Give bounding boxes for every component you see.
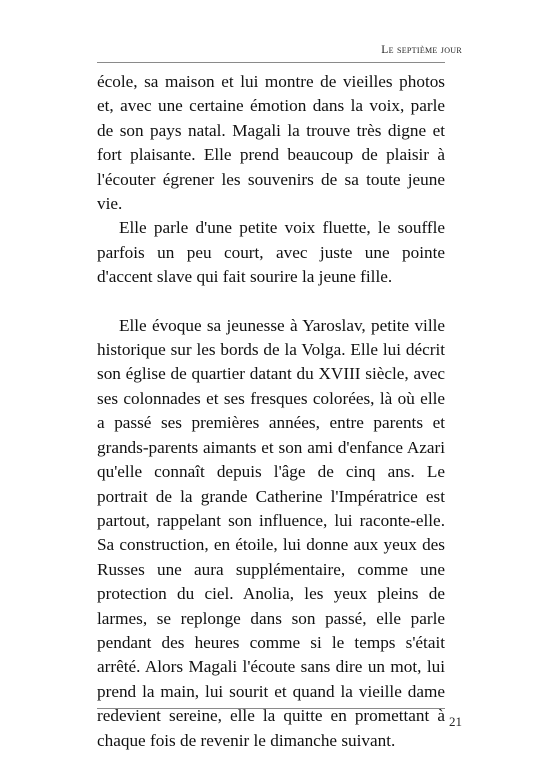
section-break (97, 290, 445, 314)
paragraph-continued: école, sa maison et lui montre de vieilles photos et, avec une certaine émotion dans la voix, parle de son pays natal. Magali la trouve très digne et fort plaisante. Elle prend beaucoup de plaisir à l'écouter égrener les souvenirs de sa toute jeune vie. (97, 72, 445, 214)
footer-rule (97, 708, 445, 709)
body-text (97, 70, 445, 753)
header-rule (97, 62, 445, 63)
page-number: 21 (449, 714, 462, 729)
running-header: Le septième jour (381, 44, 462, 56)
paragraph: Elle évoque sa jeunesse à Yaroslav, petite ville historique sur les bords de la Volga. Elle lui décrit son église de quartier datant du XVIII siècle, avec ses colonnades et ses fresques colorées, là où elle a passé ses premières années, entre parents et grands-parents aimants et son ami d'enfance Azari qu'elle connaît depuis l'âge de cinq ans. Le portrait de la grande Catherine l'Impératrice est partout, rappelant son influence, lui raconte-elle. Sa construction, en étoile, lui donne aux yeux des Russes une aura supplémentaire, comme une protection du ciel. Anolia, les yeux pleins de larmes, se replonge dans son passé, elle parle pendant des heures comme si le temps s'était arrêté. Alors Magali l'écoute sans dire un mot, lui prend la main, lui sourit et quand la vieille dame redevient sereine, elle la quitte en promettant à chaque fois de revenir le dimanche suivant. (97, 315, 445, 750)
paragraph: Elle parle d'une petite voix fluette, le souffle parfois un peu court, avec juste une pointe d'accent slave qui fait sourire la jeune fille. (97, 218, 445, 287)
